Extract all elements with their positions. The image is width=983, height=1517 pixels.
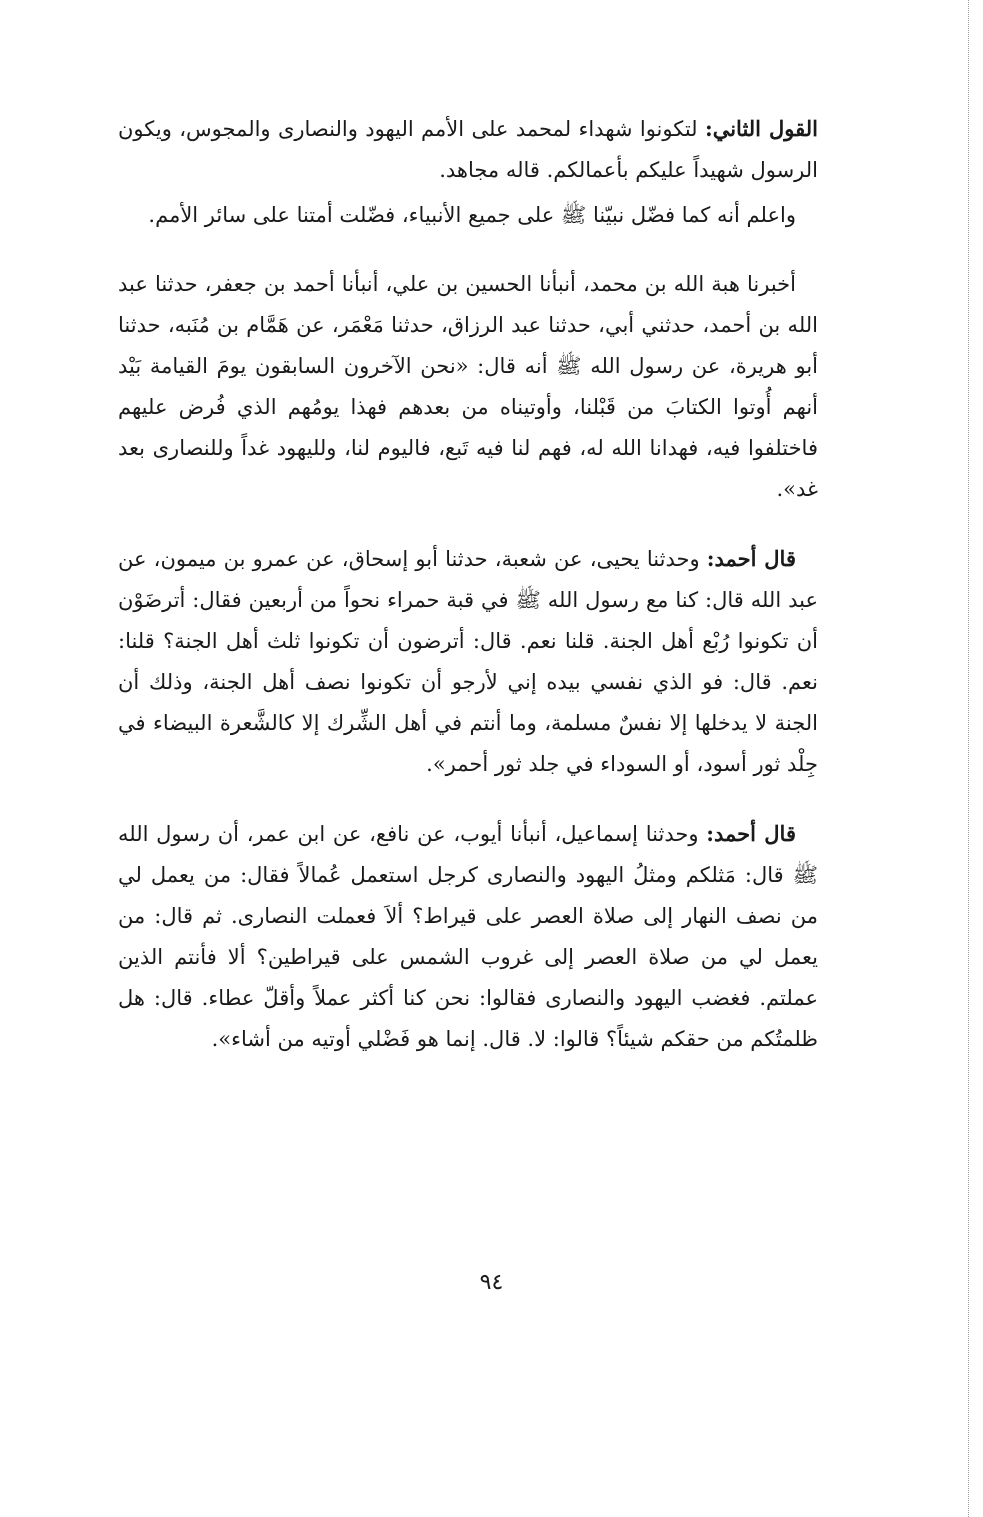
page-body-text bbox=[118, 108, 818, 1064]
paragraph-body: وحدثنا يحيى، عن شعبة، حدثنا أبو إسحاق، عن عمرو بن ميمون، عن عبد الله قال: كنا مع رسول الله ﷺ في قبة حمراء نحواً من أربعين فقال: أترضَوْن أن تكونوا رُبْع أهل الجنة. قلنا نعم. قال: أترضون أن تكونوا ثلث أهل الجنة؟ قلنا: نعم. قال: فو الذي نفسي بيده إني لأرجو أن تكونوا نصف أهل الجنة، وذلك أن الجنة لا يدخلها إلا نفسٌ مسلمة، وما أنتم في أهل الشِّرك إلا كالشَّعرة البيضاء في جِلْد ثور أسود، أو السوداء في جلد ثور أحمر». bbox=[118, 547, 818, 776]
paragraph-hadith-3 bbox=[118, 813, 818, 1060]
paragraph-body: لتكونوا شهداء لمحمد على الأمم اليهود والنصارى والمجوس، ويكون الرسول شهيداً عليكم بأعمالكم. قاله مجاهد. bbox=[118, 117, 818, 182]
paragraph-hadith-2 bbox=[118, 538, 818, 785]
paragraph-hadith-1 bbox=[118, 264, 818, 510]
paragraph-virtue-of-ummah bbox=[118, 195, 818, 236]
paragraph-lead: القول الثاني: bbox=[704, 116, 818, 141]
paragraph-body: أخبرنا هبة الله بن محمد، أنبأنا الحسين بن علي، أنبأنا أحمد بن جعفر، حدثنا عبد الله بن أحمد، حدثني أبي، حدثنا عبد الرزاق، حدثنا مَعْمَر، عن هَمَّام بن مُنَبه، حدثنا أبو هريرة، عن رسول الله ﷺ أنه قال: «نحن الآخرون السابقون يومَ القيامة بَيْد أنهم أُوتوا الكتابَ من قَبْلنا، وأوتيناه من بعدهم فهذا يومُهم الذي فُرض عليهم فاختلفوا فيه، فهدانا الله له، فهم لنا فيه تَبع، فاليوم لنا، ولليهود غداً وللنصارى بعد غد». bbox=[118, 272, 818, 501]
paragraph-second-opinion bbox=[118, 108, 818, 191]
paragraph-lead: قال أحمد: bbox=[706, 821, 796, 846]
paragraph-body: واعلم أنه كما فضّل نبيّنا ﷺ على جميع الأنبياء، فضّلت أمتنا على سائر الأمم. bbox=[148, 203, 796, 227]
paragraph-lead: قال أحمد: bbox=[706, 546, 796, 571]
page-number bbox=[0, 1268, 983, 1298]
paragraph-body: وحدثنا إسماعيل، أنبأنا أيوب، عن نافع، عن ابن عمر، أن رسول الله ﷺ قال: مَثلكم ومثلُ اليهود والنصارى كرجل استعمل عُمالاً فقال: من يعمل لي من نصف النهار إلى صلاة العصر على قيراط؟ ألاَ فعملت النصارى. ثم قال: من يعمل لي من صلاة العصر إلى غروب الشمس على قيراطين؟ ألا فأنتم الذين عملتم. فغضب اليهود والنصارى فقالوا: نحن كنا أكثر عملاً وأقلّ عطاء. قال: هل ظلمتُكم من حقكم شيئاً؟ قالوا: لا. قال. إنما هو فَضْلي أوتيه من أشاء». bbox=[118, 822, 818, 1051]
page-number-value: ٩٤ bbox=[479, 1270, 504, 1295]
